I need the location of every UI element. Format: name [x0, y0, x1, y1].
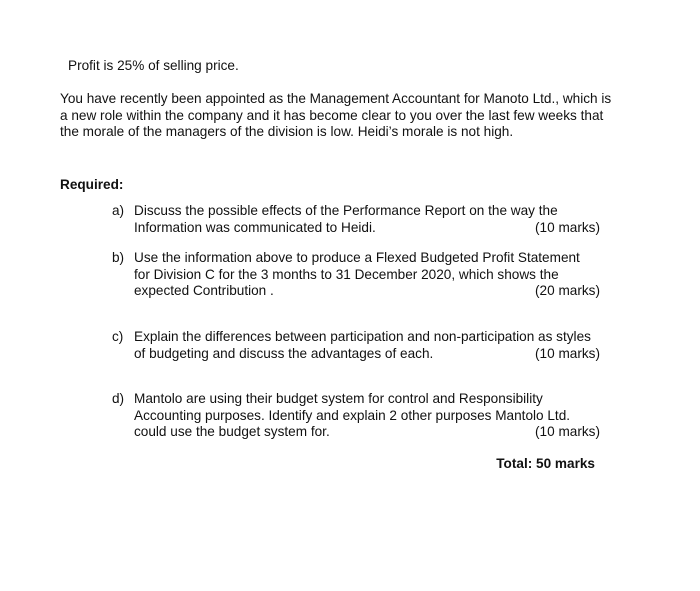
question-line: Mantolo are using their budget system for control and Responsibility — [134, 391, 543, 406]
question-label: a) — [112, 203, 125, 218]
question-marks: (10 marks) — [535, 345, 600, 361]
question-line: Discuss the possible effects of the Performance Report on the way the — [134, 203, 558, 218]
question-marks: (10 marks) — [535, 219, 600, 235]
question-line: Accounting purposes. Identify and explain 2 other purposes Mantolo Ltd. — [134, 407, 571, 423]
required-heading: Required: — [60, 177, 124, 192]
question-line: Use the information above to produce a Flexed Budgeted Profit Statement — [134, 250, 580, 265]
intro-paragraph — [60, 91, 611, 141]
profit-note: Profit is 25% of selling price. — [68, 58, 239, 73]
question-label: c) — [112, 329, 124, 344]
question-line: Explain the differences between participation and non-participation as styles — [134, 329, 591, 344]
question-label: d) — [112, 391, 125, 406]
question-line: could use the budget system for. — [134, 424, 330, 439]
question-c — [0, 329, 700, 363]
question-b — [0, 250, 700, 300]
intro-paragraph-line: a new role within the company and it has become clear to you over the last few weeks that — [60, 107, 604, 123]
question-line: of budgeting and discuss the advantages of each. — [134, 345, 434, 361]
question-a — [0, 203, 700, 237]
question-marks: (10 marks) — [535, 424, 600, 439]
question-label: b) — [112, 250, 125, 265]
question-d — [0, 391, 700, 441]
intro-paragraph-line: You have recently been appointed as the Management Accountant for Manoto Ltd., which is — [60, 91, 612, 106]
total-marks: Total: 50 marks — [496, 456, 595, 471]
question-marks: (20 marks) — [535, 283, 600, 298]
question-line: Information was communicated to Heidi. — [134, 219, 376, 235]
question-line: expected Contribution . — [134, 283, 274, 298]
question-line: for Division C for the 3 months to 31 December 2020, which shows the — [134, 266, 559, 282]
intro-paragraph-line: the morale of the managers of the division is low. Heidi’s morale is not high. — [60, 124, 514, 139]
